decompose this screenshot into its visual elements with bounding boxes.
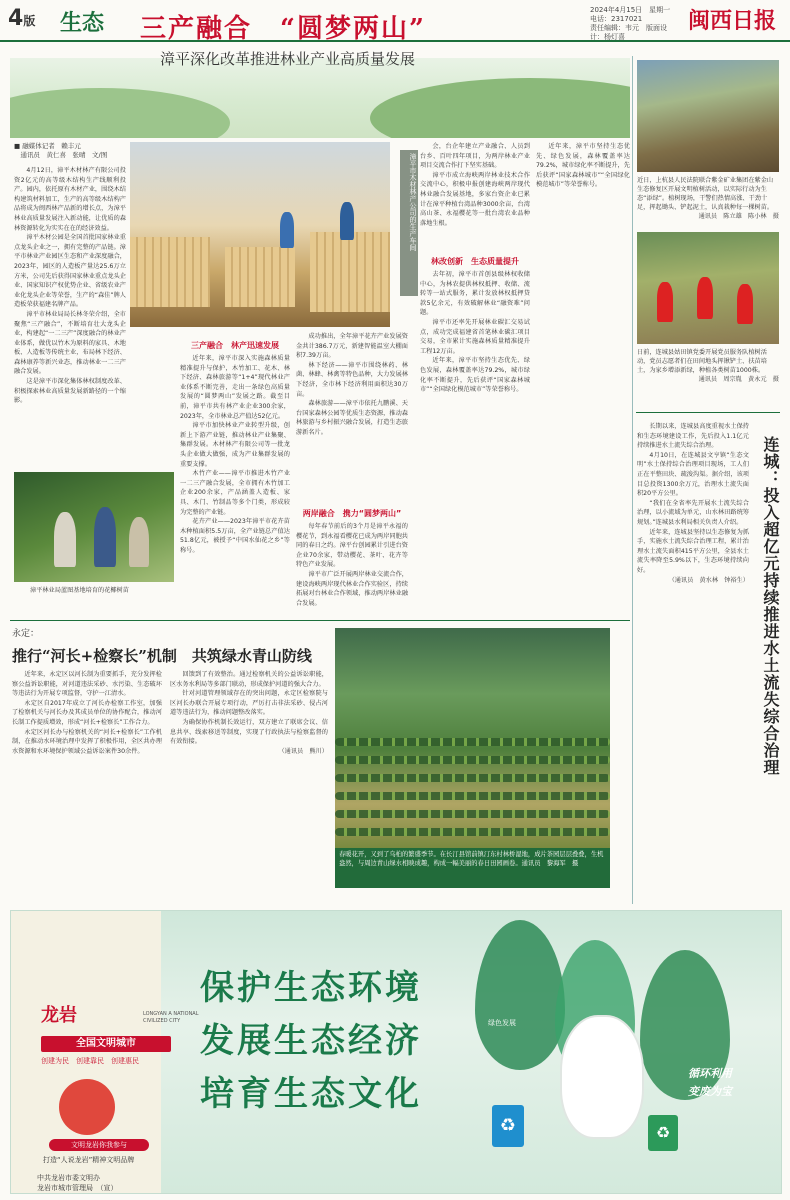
paragraph: 近年来，漳平市坚持生态优先、绿色发展，森林覆盖率达79.2%，城市绿化率不断提升，先后获评“国家森林城市”“全国绿化模范城市”等荣誉称号。 [420,357,530,394]
lead-column-4b [420,270,530,615]
lead-banner [10,58,630,138]
issue-date: 2024年4月15日 星期一 [590,6,671,14]
ad-headline-3: 培育生态文化 [200,1074,422,1114]
header-meta [590,6,680,42]
paragraph: 近年来，漳平市坚持生态优先、绿色发展，森林覆盖率达79.2%，城市绿化率不断提升，先后获评“国家森林城市”“全国绿化模范城市”等荣誉称号。 [536,143,630,189]
paragraph: 花卉产业——2023年漳平市花卉苗木种植面积5.5万亩，全产业链总产值达51.8亿元，被授予“中国水仙花之乡”等称号。 [180,518,290,554]
lead-subhead-3: 林改创新 生态质量提升 [431,257,519,266]
paragraph: 漳平市加快林业产业转型升级，创新上下游产业链，推动林业产业集聚、集群发展。木材林产有限公司等一批龙头企业做大做强，成为产业集群发展的重要支撑。 [180,422,290,468]
timber-stack-graphic [225,247,295,307]
ad-leaf-tag: 循环利用 变废为宝 [688,1067,732,1098]
factory-photo [130,142,390,327]
paragraph: 针对河道管理领域存在的突出问题，永定区检察院与区河长办联合开展专项行动，严厉打击非法采砂、侵占河道等违法行为，推动问题整改落实。 [170,690,328,717]
rabbit-mascot-icon [560,1015,644,1139]
court-tree-planting-photo [637,60,779,172]
tea-row-graphic [335,738,610,746]
lead-column-4 [420,142,530,252]
paragraph: 会，台企年建立产业融合、人员到台乡、百叶四年项目，为两岸林业产业项目交流合作打下坚实基础。 [420,143,530,170]
person-figure [54,512,76,567]
paragraph: 成功推出，全年漳平花卉产业发展资金共计386.7万元，新建智能温室大棚面积7.39万亩。 [296,333,408,360]
paragraph: 为确保协作机制长效运行，双方建立了联席会议、信息共享、线索移送等制度，实现了行政执法与检察监督的有效衔接。 [170,718,328,746]
paragraph: 每年春节前后的3个月是漳平永福的樱花节，到永福看樱花已成为两岸同胞共同的春日之约。漳平台创园累计引进台资企业70余家，带动樱花、茶叶、花卉等特色产业发展。 [296,523,408,569]
tea-row-graphic [335,792,610,800]
ad-slogan: 打造“人说龙岩”精神文明品牌 [43,1156,135,1164]
ad-sponsors: 中共龙岩市委文明办 龙岩市城市管理局 （宣） [37,1174,118,1192]
timber-stack-graphic [130,237,210,307]
lead-column-3 [296,332,408,507]
tea-row-graphic [335,774,610,782]
yongding-kicker: 永定： [12,629,40,639]
person-figure [94,507,116,567]
section-title: 生态 [60,10,105,36]
column-divider [632,56,633,904]
tea-photo-caption: 春暖花开，又到了乌桕的繁盛季节。在长汀县馆前镇汀东村林桥湿地，成片茶园层层叠叠，生机盎然，与周边青山绿水相映成趣，构成一幅美丽的春日田园画卷。通讯员 黎海军 摄 [335,848,610,888]
caption-text: 近日，上杭县人民法院联合紫金矿业集团在紫金山生态修复区开展文明植树活动，以实际行动为生态“添绿”。植树现场，干警们热情高涨、干劲十足，挥起锄头、铲起泥土，认真栽种每一棵树苗。 [637,177,774,211]
page-number: 4版 [8,6,36,31]
paragraph: 漳平市还率先开展林业碳汇交易试点，成功完成福建省首笔林业碳汇项目交易，全市累计实施森林质量精准提升工程12万亩。 [420,318,530,355]
volunteer-figure [657,282,673,322]
paragraph: 漳平市成立海峡两岸林业技术合作交流中心，积极申报创建海峡两岸现代林业融合发展基地，多家台资企业已累计在漳平种植台湾品种3000余亩，台湾高山茶、永福樱花等一批台湾农业品种落地生根。 [420,171,530,227]
newspaper-masthead: 闽西日报 [688,8,777,34]
banner-hill-graphic [370,78,630,138]
volunteer-figure [697,277,713,319]
paragraph: 回馈到了有效整治。通过检察机关的公益诉讼职能，区水务水利局等多部门联动，形成保护河道的强大合力。 [170,671,328,688]
paragraph: 漳平市广泛开展两岸林业交流合作，建设海峡两岸现代林业合作实验区，持续拓展对台林业合作领域，推动两岸林业融合发展。 [296,570,408,607]
lead-column-5 [536,142,630,615]
liancheng-headline: 连城：投入超亿元持续推进水土流失综合治理 [761,436,780,776]
banner-hill-graphic [10,88,230,138]
phone: 电话：2317021 [590,15,643,23]
ad-leaf-tag: 绿色发展 [488,1019,516,1027]
recycle-bin-icon: ♻ [492,1105,524,1147]
tea-row-graphic [335,810,610,818]
lead-column-3b [296,522,408,617]
worker-figure [280,212,294,248]
ad-motto: 创建为民 创建靠民 创建惠民 [41,1057,139,1065]
recycle-bin-icon: ♻ [648,1115,678,1151]
yongding-column-2 [170,670,328,895]
caption-text: 日前，连城县姑田镇党委开展党员服务队植树活动，党员志愿者们在田间地头挥锹铲土、扶苗培土，为家乡增添新绿，种植各类树苗1000株。 [637,349,767,374]
lead-subhead-2: 两岸融合 携力“圆梦两山” [302,509,402,518]
editors: 责任编辑：韦元 版面设计：杨灯喜 [590,24,667,41]
paragraph: 近年来，漳平市深入实施森林质量精准提升与保护，木竹加工、花木、林下经济、森林旅游等“1+4”现代林业产业体系不断完善，走出一条绿色高质量发展的“圆梦两山”发展之路。截至目前，漳平市共有林产业企业300余家，2023年，全市林业总产值达52亿元。 [180,355,290,420]
volunteer-figure [737,284,753,324]
volunteer-photo-caption [637,348,779,408]
paragraph: 4月10日，在连城县文亨镇“生态文明”水土保持综合治理项目现场，工人们正在平整田块、疏浚沟渠。据介绍，该项目总投资1300余万元，治理水土流失面积20平方公里。 [637,451,749,498]
ad-ribbon: 文明龙岩你我参与 [49,1139,149,1151]
paragraph: “我们在全省率先开展水土流失综合治理，以小流域为单元，山水林田路统筹规划。”连城县水利局相关负责人介绍。 [637,499,749,526]
mascot-icon [59,1079,115,1135]
tea-row-graphic [335,828,610,836]
byline: （通讯员 黄水林 钟裕生） [668,576,749,584]
lead-subheadline: 漳平深化改革推进林业产业高质量发展 [160,50,416,68]
photo-credit: 通讯员 周宗胤 黄永元 摄 [698,376,779,383]
court-photo-caption [637,176,779,228]
paragraph: 4月12日，漳平木材林产有限公司投资2亿元的高等级木结构生产线顺利投产。园内，依托原有木材产业，围绕木结构建筑材料加工，生产的高等级木结构产品将成为闽西林产品新的增长点，为漳平林业高质量发展注入新动能，让优质的森林资源转化为实实在在的经济效益。 [14,167,126,232]
paragraph: 永定区自2017年成立了河长办检察工作室，加强了检察机关与河长办及其成员单位的协作配合，推动河长制工作提质增效，形成“河长+检察长”工作合力。 [12,699,162,726]
ad-headline-1: 保护生态环境 [200,968,422,1008]
paragraph: 长期以来，连城县高度重视水土保持和生态环境建设工作，先后投入1.1亿元持续推进水土流失综合治理。 [637,423,749,450]
ad-civilized-city-badge: 全国文明城市 [41,1036,171,1052]
paragraph: 近年来，永定区以河长制为重要抓手，充分发挥检察公益诉讼职能，对河道违法采砂、水污染、生态破坏等违法行为开展专项监督，守护一江清水。 [12,671,162,698]
forest-photo-caption: 漳平林业局蓝图基地培育的花椰树苗 [30,587,129,594]
lead-column-2 [180,354,290,614]
paragraph: 漳平市林业局局长林冬荣介绍，全市聚焦“三产融合”，不断培育壮大龙头企业，构建起“一二三产”深度融合的林业产业体系，做优以竹木为原料的家具、木地板、人造板等传统主业，布局林下经济、森林康养等新兴业态，推动林业一二三产融合发展。 [14,310,126,376]
ad-brand: 龙岩 [41,1005,77,1026]
paragraph: 漳平木材公园是全国首批国家林业重点龙头企业之一，拥有完整的产品链。漳平市林业产业园区生态和产业深度融合，2023年，园区的人造板产量达25.6万立方米，公司先后获得国家林业重点龙头企业、国家知识产权优势企业、省级农业产业化龙头企业等荣誉，生产的“森佳”牌人造板荣获福建名牌产品。 [14,234,126,309]
lead-subhead-1: 三产融合 林产迅速发展 [191,341,279,350]
liancheng-body [637,422,749,892]
yongding-column-1 [12,670,162,895]
byline: （通讯员 熊川） [278,747,328,755]
paragraph: 去年初，漳平市首创县级林权收储中心，为林农提供林权抵押、收储、流转等一站式服务，累计发放林权抵押贷款5亿余元，有效破解林业“融资难”问题。 [420,271,530,317]
lead-headline: 三产融合 “圆梦两山” [140,14,426,44]
tea-row-graphic [335,756,610,764]
yongding-headline: 推行“河长+检察长”机制 共筑绿水青山防线 [12,647,312,665]
photo-credit: 通讯员 陈立雄 陈小林 摄 [698,213,779,220]
forest-photo [14,472,174,582]
volunteer-tree-planting-photo [637,232,779,344]
lead-column-1 [14,166,126,466]
ad-headline-2: 发展生态经济 [200,1021,422,1061]
paragraph: 木竹产业——漳平市推进木竹产业一二三产融合发展，全市拥有木竹加工企业200余家，产品涵盖人造板、家具、木门、竹制品等多个门类，形成较为完整的产业链。 [180,470,290,516]
section-divider [636,412,780,413]
paragraph: 森林旅游——漳平市依托九鹏溪、天台国家森林公园等优质生态资源，推动森林旅游与乡村振兴融合发展，打造生态旅游新名片。 [296,400,408,436]
section-divider [10,620,630,621]
worker-figure [340,202,354,240]
paragraph: 永定区河长办与检察机关的“河长+检察长”工作机制，在推动水环境治理中发挥了积极作用，全区共办理水资源和水环境保护领域公益诉讼案件30余件。 [12,728,162,755]
paragraph: 林下经济——漳平市围绕林药、林菌、林蜂、林禽等特色品种，大力发展林下经济，全市林下经济利用面积达30万亩。 [296,361,408,398]
tea-garden-photo [335,628,610,848]
paragraph: 近年来，连城县坚持以生态修复为抓手，实施水土流失综合治理工程，累计治理水土流失面积415平方公里，全县水土流失率降至5.9%以下，生态环境持续向好。 [637,528,749,574]
person-figure [129,517,149,567]
paragraph: 这是漳平市深化集体林权制度改革、积极探索林业高质量发展新路径的一个缩影。 [14,378,126,405]
timber-stack-graphic [310,232,390,312]
ad-brand-english: LONGYAN A NATIONAL CIVILIZED CITY [143,1011,199,1024]
factory-photo-caption: 漳平市木材林产公司的生产车间 [400,150,418,296]
lead-byline: ■ 融媒体记者 赖丰元 通讯员 黄仁喜 张晴 文/图 [14,142,108,159]
